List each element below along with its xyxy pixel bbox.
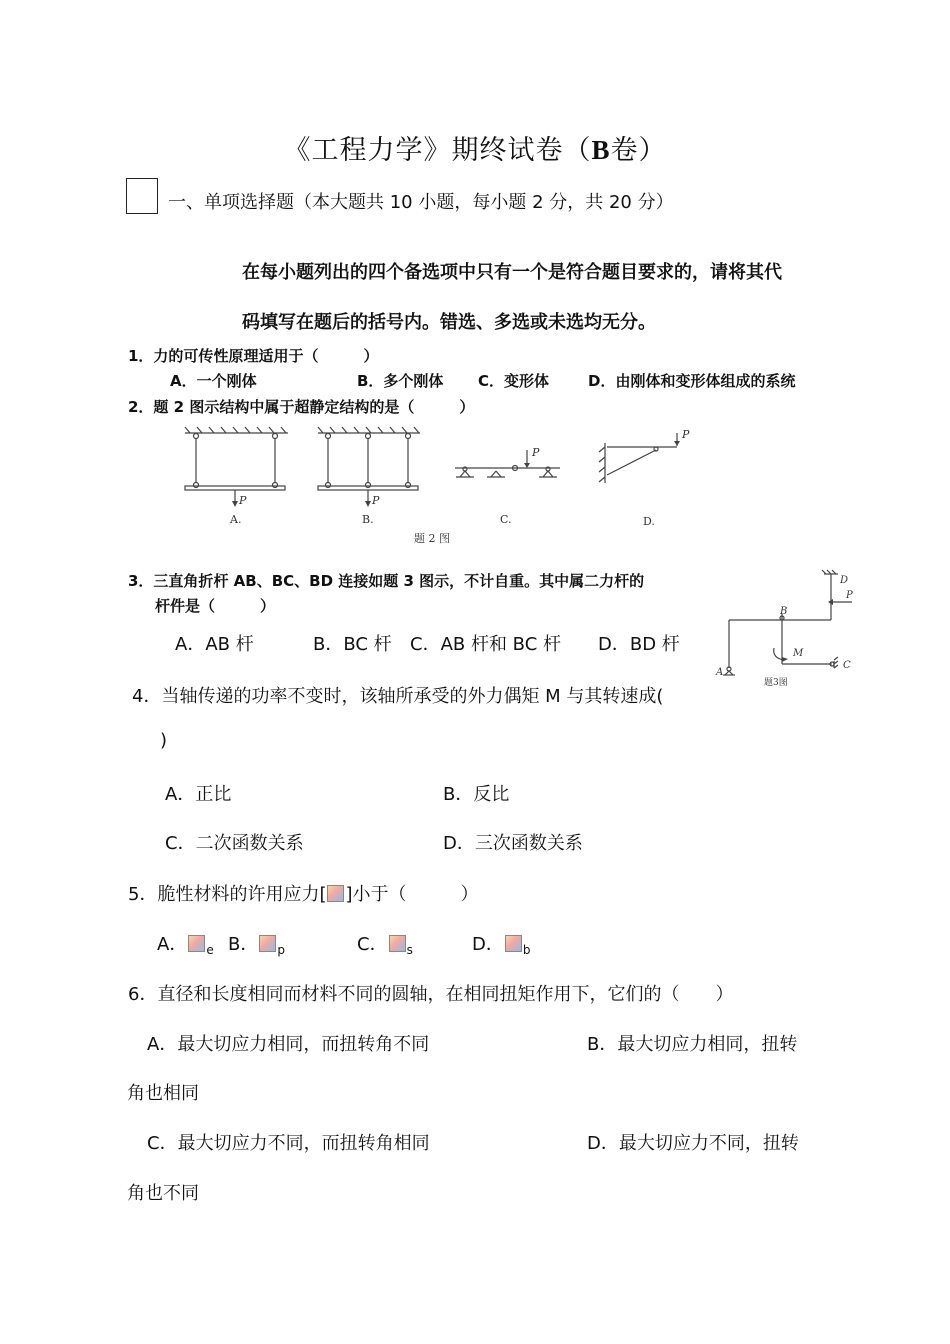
q5-option-a: A． $_e$ <box>157 934 214 957</box>
q2-force-c: P <box>532 446 540 459</box>
sigma-image-icon <box>505 935 522 952</box>
q3-figure <box>712 568 862 688</box>
section-heading: 一、单项选择题（本大题共 10 小题，每小题 2 分，共 20 分） <box>168 192 674 213</box>
q4-option-a: A．正比 <box>165 784 232 805</box>
q5-option-b: B． $_p$ <box>228 934 285 957</box>
q3-caption: 题3图 <box>764 678 788 688</box>
q2-force-d: P <box>682 428 690 441</box>
instruction-line-1: 在每小题列出的四个备选项中只有一个是符合题目要求的，请将其代 <box>242 262 782 283</box>
q6-stem: 6．直径和长度相同而材料不同的圆轴，在相同扭矩作用下，它们的（ ） <box>128 984 734 1005</box>
q3-option-d: D．BD 杆 <box>598 634 680 655</box>
q3-point-b: B <box>780 606 788 617</box>
q3-option-b: B．BC 杆 <box>313 634 392 655</box>
q6-option-d-cont: 角也不同 <box>127 1183 199 1204</box>
q6-option-d: D．最大切应力不同，扭转 <box>587 1133 799 1154</box>
q3-moment-m: M <box>793 648 804 659</box>
q6-option-b-cont: 角也相同 <box>127 1083 199 1104</box>
sigma-image-icon <box>389 935 406 952</box>
score-box <box>126 178 158 214</box>
sigma-image-icon <box>188 935 205 952</box>
q3-force-p: P <box>846 590 853 601</box>
q4-stem-line-2: ) <box>160 730 168 751</box>
instruction-line-2: 码填写在题后的括号内。错选、多选或未选均无分。 <box>242 312 656 333</box>
q1-option-d: D．由刚体和变形体组成的系统 <box>588 372 796 390</box>
q1-option-a: A．一个刚体 <box>170 372 257 390</box>
q5-option-d: D． $_b$ <box>472 934 531 957</box>
q2-label-a: A. <box>230 513 242 526</box>
exam-title: 《工程力学》期终试卷（B卷） <box>283 135 667 166</box>
q2-force-b: P <box>372 494 380 507</box>
q2-force-a: P <box>239 494 247 507</box>
q2-figure <box>180 425 720 515</box>
q3-stem-line-2: 杆件是（ ） <box>155 597 276 615</box>
q4-stem-line-1: 4．当轴传递的功率不变时，该轴所承受的外力偶矩 M 与其转速成( <box>132 686 664 707</box>
q3-point-c: C <box>843 660 851 671</box>
q3-option-a: A．AB 杆 <box>175 634 254 655</box>
q5-stem: 5．脆性材料的许用应力[ ]小于（ ） <box>128 884 479 905</box>
q2-label-c: C. <box>500 513 512 526</box>
q3-point-a: A <box>716 667 724 678</box>
q4-option-b: B．反比 <box>443 784 510 805</box>
q3-point-d: D <box>840 575 849 586</box>
q2-label-b: B. <box>362 513 374 526</box>
q3-option-c: C．AB 杆和 BC 杆 <box>410 634 561 655</box>
q6-option-a: A．最大切应力相同，而扭转角不同 <box>147 1034 430 1055</box>
q3-stem-line-1: 3．三直角折杆 AB、BC、BD 连接如题 3 图示，不计自重。其中属二力杆的 <box>128 572 645 590</box>
q1-stem: 1．力的可传性原理适用于（ ） <box>128 347 379 365</box>
sigma-image-icon <box>327 885 344 902</box>
q4-option-c: C．二次函数关系 <box>165 833 304 854</box>
q6-option-c: C．最大切应力不同，而扭转角相同 <box>147 1133 430 1154</box>
q2-caption: 题 2 图 <box>414 532 450 545</box>
q5-option-c: C． $_s$ <box>357 934 413 957</box>
q2-label-d: D. <box>643 515 655 528</box>
sigma-image-icon <box>259 935 276 952</box>
q6-option-b: B．最大切应力相同，扭转 <box>587 1034 798 1055</box>
q1-option-b: B．多个刚体 <box>357 372 444 390</box>
q1-option-c: C．变形体 <box>478 372 550 390</box>
q4-option-d: D．三次函数关系 <box>443 833 583 854</box>
q2-stem: 2．题 2 图示结构中属于超静定结构的是（ ） <box>128 398 475 416</box>
